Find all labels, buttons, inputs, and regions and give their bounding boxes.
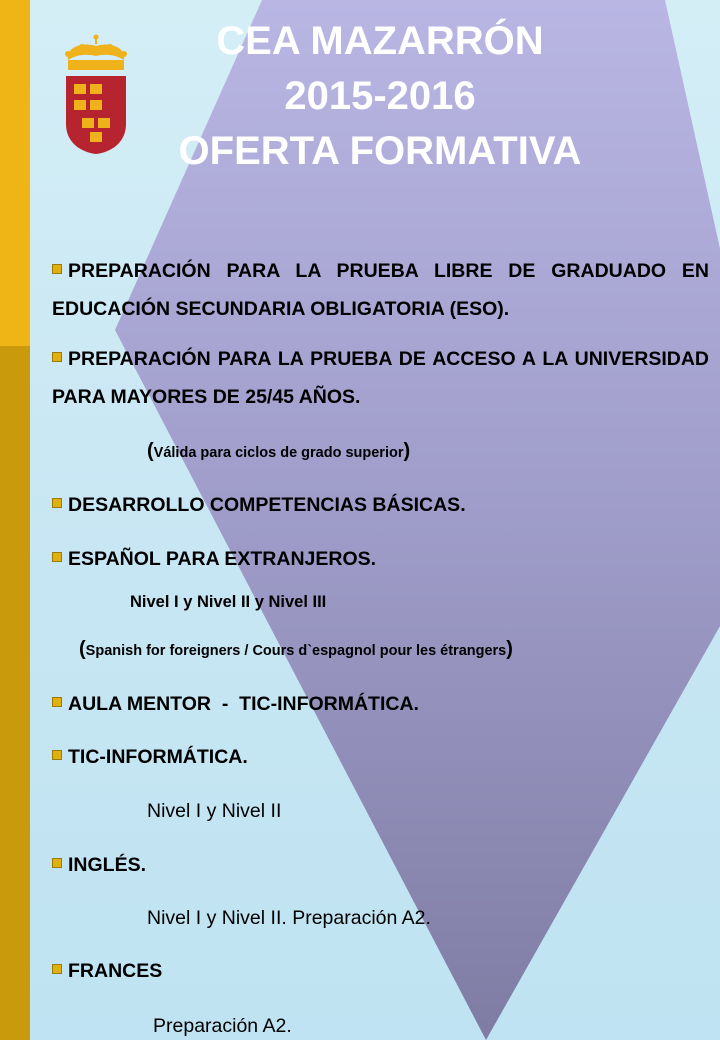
- offer-item-frances: [52, 952, 162, 990]
- frances-levels: Preparación A2.: [153, 1015, 292, 1037]
- bullet-icon: [52, 964, 62, 974]
- espanol-note-text: Spanish for foreigners / Cours d`espagnol pour les étrangers: [85, 643, 507, 659]
- offer-tic-text: TIC-INFORMÁTICA.: [68, 746, 248, 768]
- offer-eso-text: PREPARACIÓN PARA LA PRUEBA LIBRE DE GRADUADO EN EDUCACIÓN SECUNDARIA OBLIGATORIA (ESO).: [52, 260, 709, 320]
- title-line-3: OFERTA FORMATIVA: [178, 129, 582, 173]
- universidad-note: (Válida para ciclos de grado superior): [147, 440, 411, 462]
- offer-item-espanol: [52, 540, 376, 578]
- offer-frances-text: FRANCES: [68, 960, 163, 982]
- espanol-note: (Spanish for foreigners / Cours d`espagnol pour les étrangers): [79, 638, 513, 660]
- offer-item-tic: [52, 738, 248, 776]
- offer-ingles-text: INGLÉS.: [68, 854, 147, 876]
- offer-item-eso: [52, 252, 709, 328]
- bullet-icon: [52, 858, 62, 868]
- bullet-icon: [52, 498, 62, 508]
- offer-item-competencias: [52, 486, 466, 524]
- title-line-2: 2015-2016: [284, 74, 476, 118]
- ingles-levels: Nivel I y Nivel II. Preparación A2.: [147, 907, 431, 929]
- espanol-levels: Nivel I y Nivel II y Nivel III: [130, 593, 327, 611]
- bullet-icon: [52, 352, 62, 362]
- bullet-icon: [52, 697, 62, 707]
- offer-item-universidad: [52, 340, 709, 416]
- page-title: [0, 14, 720, 179]
- offer-list-2: [52, 340, 709, 416]
- universidad-note-text: Válida para ciclos de grado superior: [153, 445, 404, 461]
- offer-espanol-text: ESPAÑOL PARA EXTRANJEROS.: [68, 548, 377, 570]
- offer-item-ingles: [52, 846, 146, 884]
- offer-competencias-text: DESARROLLO COMPETENCIAS BÁSICAS.: [68, 494, 466, 516]
- bullet-icon: [52, 264, 62, 274]
- tic-levels: Nivel I y Nivel II: [147, 800, 282, 822]
- bullet-icon: [52, 750, 62, 760]
- title-line-1: CEA MAZARRÓN: [216, 19, 544, 63]
- offer-universidad-text: PREPARACIÓN PARA LA PRUEBA DE ACCESO A LA UNIVERSIDAD PARA MAYORES DE 25/45 AÑOS.: [52, 348, 709, 408]
- offer-aula-mentor-text: AULA MENTOR - TIC-INFORMÁTICA.: [68, 693, 419, 715]
- offer-list: [52, 252, 709, 328]
- bullet-icon: [52, 552, 62, 562]
- offer-item-aula-mentor: [52, 685, 419, 723]
